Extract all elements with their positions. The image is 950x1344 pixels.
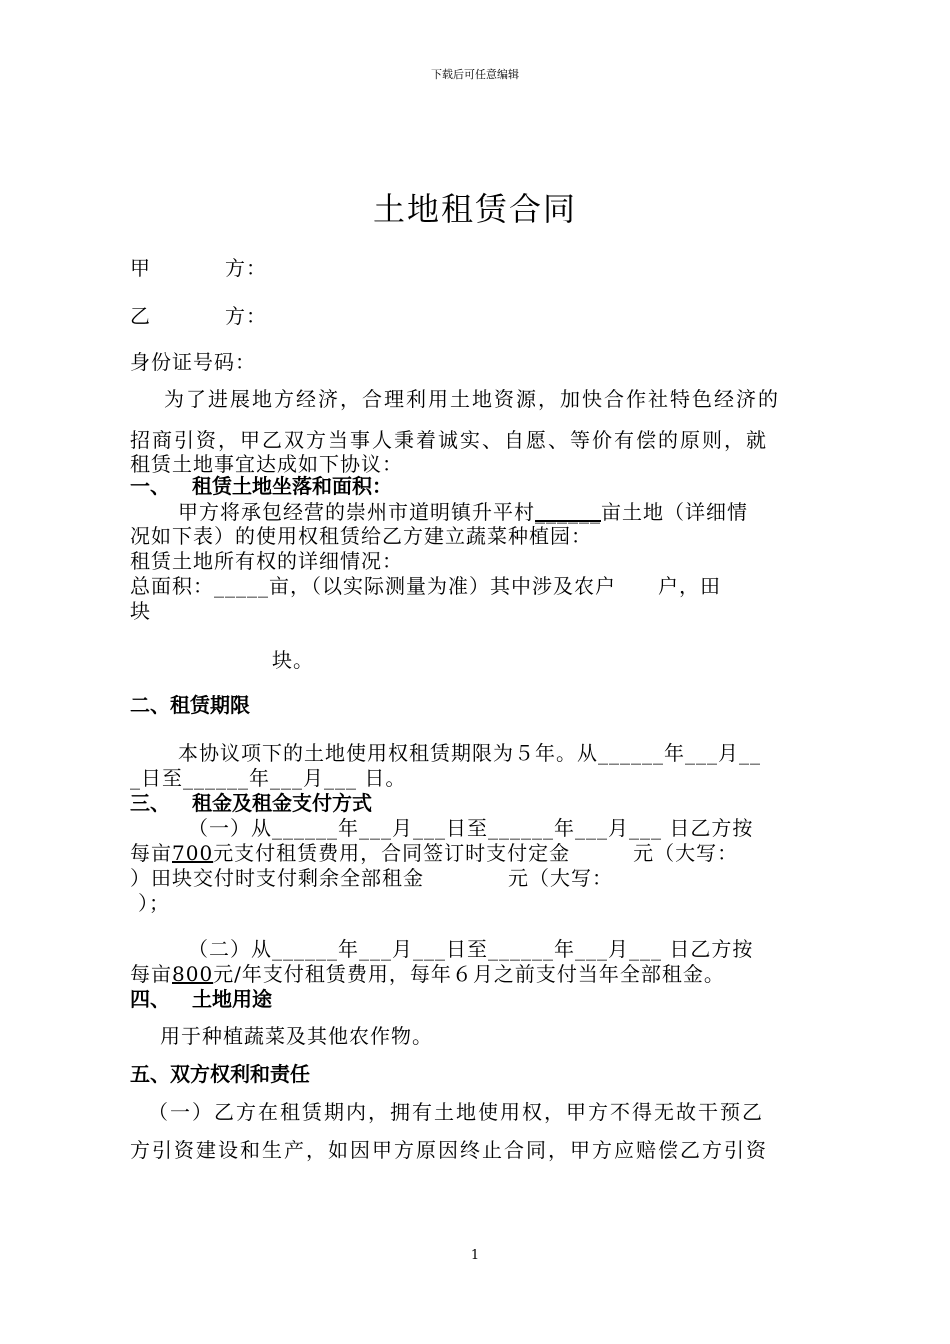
section-3-text: 每亩 [130,841,172,865]
section-3-p2-line-1: （二）从______年___月___日至______年___月___ 日乙方按 [188,937,754,961]
section-5-line-2: 方引资建设和生产，如因甲方原因终止合同，甲方应赔偿乙方引资 [130,1138,768,1162]
section-1-line-2: 况如下表）的使用权租赁给乙方建立蔬菜种植园： [130,524,592,548]
section-1-title: 租赁土地坐落和面积： [192,474,392,498]
section-1-line-3: 租赁土地所有权的详细情况： [130,549,403,573]
id-number-label: 身份证号码： [130,350,256,374]
section-2-line-2: _日至______年___月___ 日。 [130,766,407,790]
intro-line-2: 招商引资，甲乙双方当事人秉着诚实、自愿、等价有偿的原则，就 [130,428,768,452]
section-5-line-1: （一）乙方在租赁期内，拥有土地使用权，甲方不得无故干预乙 [148,1100,764,1124]
section-1-text: 甲方将承包经营的崇州市道明镇升平村 [178,500,535,524]
page-number: 1 [470,1248,480,1263]
section-1-line-5: 块 [130,599,151,623]
section-3-text: 每亩 [130,962,172,986]
blank-field: ______ [535,500,601,524]
section-3-text: 元/年支付租赁费用，每年６月之前支付当年全部租金。 [213,962,725,986]
section-4-number: 四、 [130,987,170,1011]
party-a-label-2: 方： [225,256,267,280]
section-1-line-6: 块。 [272,648,314,672]
page-header: 下载后可任意编辑 [431,68,519,81]
document-title: 土地租赁合同 [372,190,577,228]
section-1-line-4: 总面积：_____亩，（以实际测量为准）其中涉及农户 户，田 [130,574,721,598]
intro-line-3: 租赁土地事宜达成如下协议： [130,452,403,476]
section-3-title: 租金及租金支付方式 [192,791,372,815]
section-2-heading: 二、租赁期限 [130,693,250,717]
rent-amount: 700 [172,841,214,865]
section-3-text: 元支付租赁费用，合同签订时支付定金 元（大写： [213,841,739,865]
party-a-line [130,252,267,281]
party-b-label-2: 方： [225,304,267,328]
section-5-heading: 五、双方权利和责任 [130,1062,310,1086]
party-b-label-1: 乙 [130,304,151,328]
section-4-title: 土地用途 [192,987,272,1011]
section-1-number: 一、 [130,474,170,498]
rent-amount: 800 [172,962,214,986]
section-3-p1-line-1: （一）从______年___月___日至______年___月___ 日乙方按 [188,816,754,840]
section-4-line-1: 用于种植蔬菜及其他农作物。 [160,1024,433,1048]
party-b-line [130,300,267,329]
section-3-number: 三、 [130,791,170,815]
section-4-heading [130,983,272,1012]
section-2-line-1: 本协议项下的土地使用权租赁期限为５年。从______年___月__ [178,741,761,765]
section-1-text: 亩土地（详细情 [601,500,748,524]
intro-line-1: 为了进展地方经济，合理利用土地资源，加快合作社特色经济的 [164,387,780,411]
section-3-p1-line-3: ）田块交付时支付剩余全部租金 元（大写： [130,866,613,890]
section-1-heading [130,470,392,499]
party-a-label-1: 甲 [130,256,151,280]
section-3-p1-line-4: ）； [138,891,170,915]
